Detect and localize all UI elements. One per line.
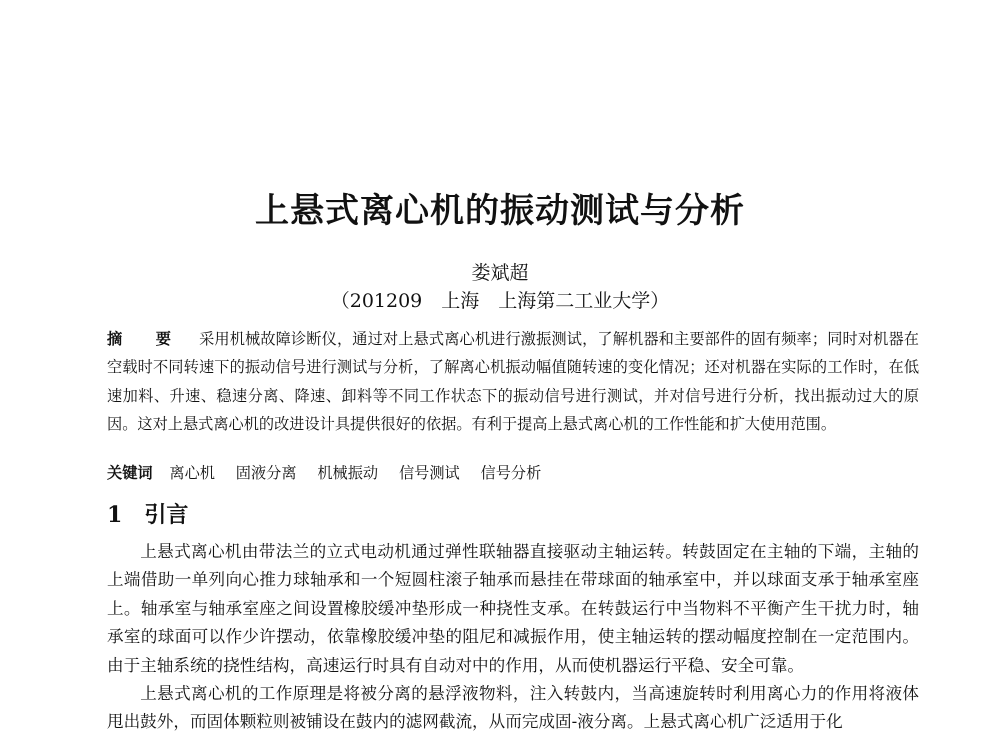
section-heading	[107, 498, 188, 529]
paper-title: 上悬式离心机的振动测试与分析	[255, 191, 745, 231]
author-name: 娄斌超	[471, 262, 529, 284]
section-title: 引言	[144, 502, 189, 528]
author-affiliation: （201209 上海 上海第二工业大学）	[330, 290, 670, 312]
keyword-item: 机械振动	[317, 464, 379, 482]
keyword-item: 固液分离	[235, 464, 297, 482]
abstract-label: 摘 要	[107, 330, 186, 348]
keyword-item: 信号分析	[480, 464, 542, 482]
body-paragraph: 上悬式离心机由带法兰的立式电动机通过弹性联轴器直接驱动主轴运转。转鼓固定在主轴的下端，主轴的上端借助一单列向心推力球轴承和一个短圆柱滚子轴承而悬挂在带球面的轴承室中，并以球面支承于轴承室座上。轴承室与轴承室座之间设置橡胶缓冲垫形成一种挠性支承。在转鼓运行中当物料不平衡产生干扰力时，轴承室的球面可以作少许摆动，依靠橡胶缓冲垫的阻尼和减振作用，使主轴运转的摆动幅度控制在一定范围内。由于主轴系统的挠性结构，高速运行时具有自动对中的作用，从而使机器运行平稳、安全可靠。	[107, 542, 919, 675]
abstract	[107, 325, 919, 438]
keywords-label: 关键词	[107, 464, 153, 482]
keyword-item: 信号测试	[398, 464, 460, 482]
section-number: 1	[107, 502, 123, 528]
body-paragraph: 上悬式离心机的工作原理是将被分离的悬浮液物料，注入转鼓内，当高速旋转时利用离心力的作用将液体甩出鼓外，而固体颗粒则被铺设在鼓内的滤网截流，从而完成固-液分离。上悬式离心机广泛适用于化	[107, 684, 919, 732]
section-body	[107, 538, 919, 737]
keyword-item: 离心机	[169, 464, 215, 482]
abstract-text: 采用机械故障诊断仪，通过对上悬式离心机进行激振测试，了解机器和主要部件的固有频率；同时对机器在空载时不同转速下的振动信号进行测试与分析，了解离心机振动幅值随转速的变化情况；还对机器在实际的工作时，在低速加料、升速、稳速分离、降速、卸料等不同工作状态下的振动信号进行测试，并对信号进行分析，找出振动过大的原因。这对上悬式离心机的改进设计具提供很好的依据。有利于提高上悬式离心机的工作性能和扩大使用范围。	[107, 330, 919, 433]
keywords	[107, 461, 919, 485]
